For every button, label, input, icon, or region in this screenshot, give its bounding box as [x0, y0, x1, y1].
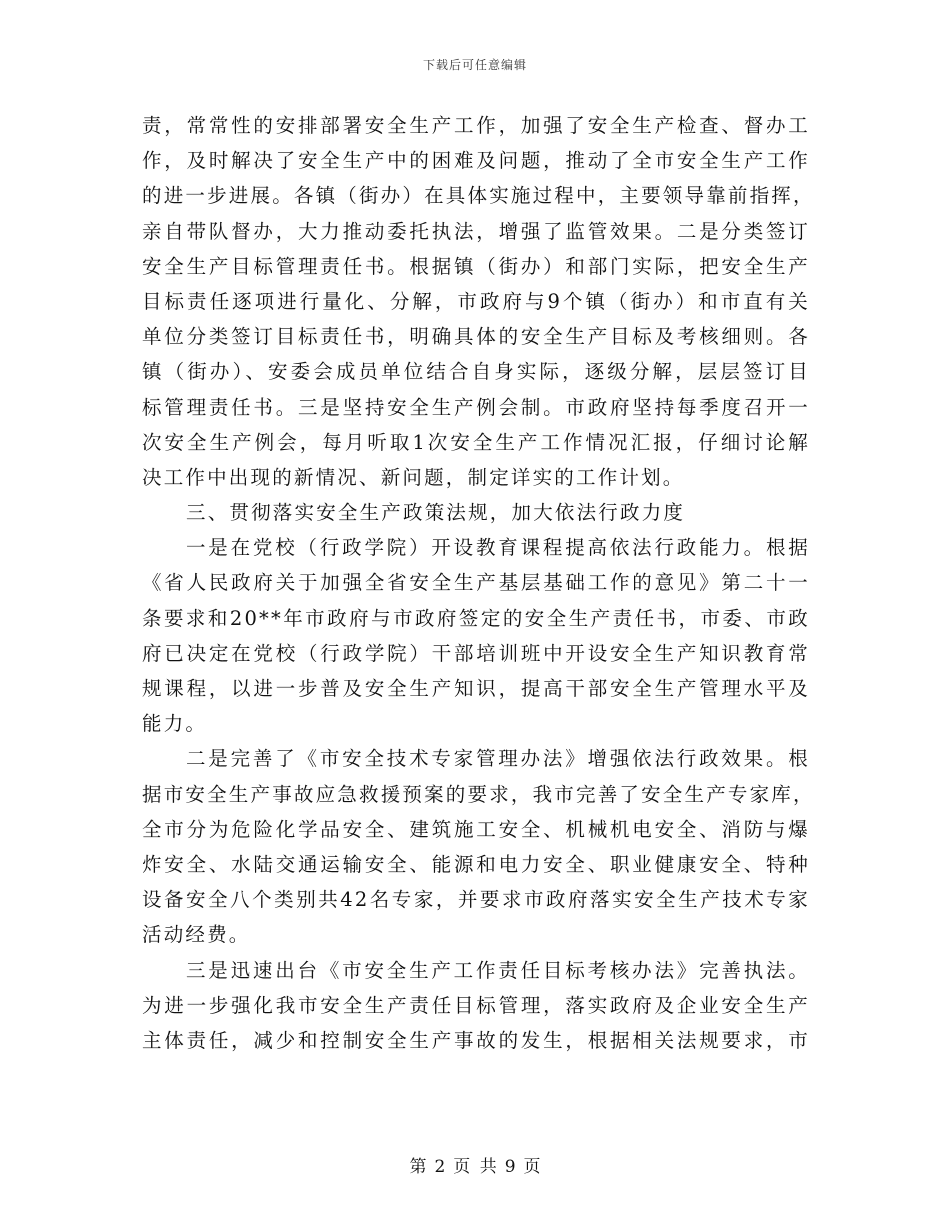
- text-line: 单位分类签订目标责任书，明确具体的安全生产目标及考核细则。各: [142, 325, 810, 349]
- text-line: 的进一步进展。各镇（街办）在具体实施过程中，主要领导靠前指挥，: [142, 184, 815, 208]
- text-line: 次安全生产例会，每月听取1次安全生产工作情况汇报，仔细讨论解: [142, 430, 810, 454]
- current-page-number: 2: [434, 1157, 446, 1177]
- text-line: 全市分为危险化学品安全、建筑施工安全、机械机电安全、消防与爆: [142, 817, 810, 841]
- text-line: 活动经费。: [142, 923, 251, 947]
- footer-suffix: 页: [523, 1157, 541, 1177]
- document-body: [142, 108, 815, 1058]
- text-line: 一是在党校（行政学院）开设教育课程提高依法行政能力。根据: [186, 536, 810, 560]
- text-line: 三是迅速出台《市安全生产工作责任目标考核办法》完善执法。: [186, 958, 810, 982]
- text-line: 《省人民政府关于加强全省安全生产基层基础工作的意见》第二十一: [142, 571, 810, 595]
- text-line: 炸安全、水陆交通运输安全、能源和电力安全、职业健康安全、特种: [142, 852, 810, 876]
- text-line: 决工作中出现的新情况、新问题，制定详实的工作计划。: [142, 465, 685, 489]
- text-line: 亲自带队督办，大力推动委托执法，增强了监管效果。二是分类签订: [142, 219, 810, 243]
- text-line: 主体责任，减少和控制安全生产事故的发生，根据相关法规要求，市: [142, 1028, 810, 1052]
- text-line: 为进一步强化我市安全生产责任目标管理，落实政府及企业安全生产: [142, 993, 810, 1017]
- text-line: 三、贯彻落实安全生产政策法规，加大依法行政力度: [186, 501, 686, 525]
- text-line: 据市安全生产事故应急救援预案的要求，我市完善了安全生产专家库，: [142, 782, 815, 806]
- text-line: 设备安全八个类别共42名专家，并要求市政府落实安全生产技术专家: [142, 888, 810, 912]
- text-line: 作，及时解决了安全生产中的困难及问题，推动了全市安全生产工作: [142, 149, 810, 173]
- text-line: 能力。: [142, 712, 208, 736]
- text-line: 目标责任逐项进行量化、分解，市政府与9个镇（街办）和市直有关: [142, 289, 810, 313]
- text-line: 安全生产目标管理责任书。根据镇（街办）和部门实际，把安全生产: [142, 254, 810, 278]
- text-line: 府已决定在党校（行政学院）干部培训班中开设安全生产知识教育常: [142, 641, 810, 665]
- footer-prefix: 第: [409, 1157, 427, 1177]
- text-line: 镇（街办）、安委会成员单位结合自身实际，逐级分解，层层签订目: [142, 360, 810, 384]
- footer-middle: 页 共: [453, 1157, 497, 1177]
- text-line: 条要求和20**年市政府与市政府签定的安全生产责任书，市委、市政: [142, 606, 810, 630]
- text-line: 标管理责任书。三是坚持安全生产例会制。市政府坚持每季度召开一: [142, 395, 810, 419]
- text-line: 二是完善了《市安全技术专家管理办法》增强依法行政效果。根: [186, 747, 810, 771]
- total-page-count: 9: [504, 1157, 516, 1177]
- page-footer: [0, 1152, 950, 1177]
- page-header: 下载后可任意编辑: [422, 58, 527, 72]
- text-line: 规课程，以进一步普及安全生产知识，提高干部安全生产管理水平及: [142, 677, 810, 700]
- text-line: 责，常常性的安排部署安全生产工作，加强了安全生产检查、督办工: [142, 114, 810, 137]
